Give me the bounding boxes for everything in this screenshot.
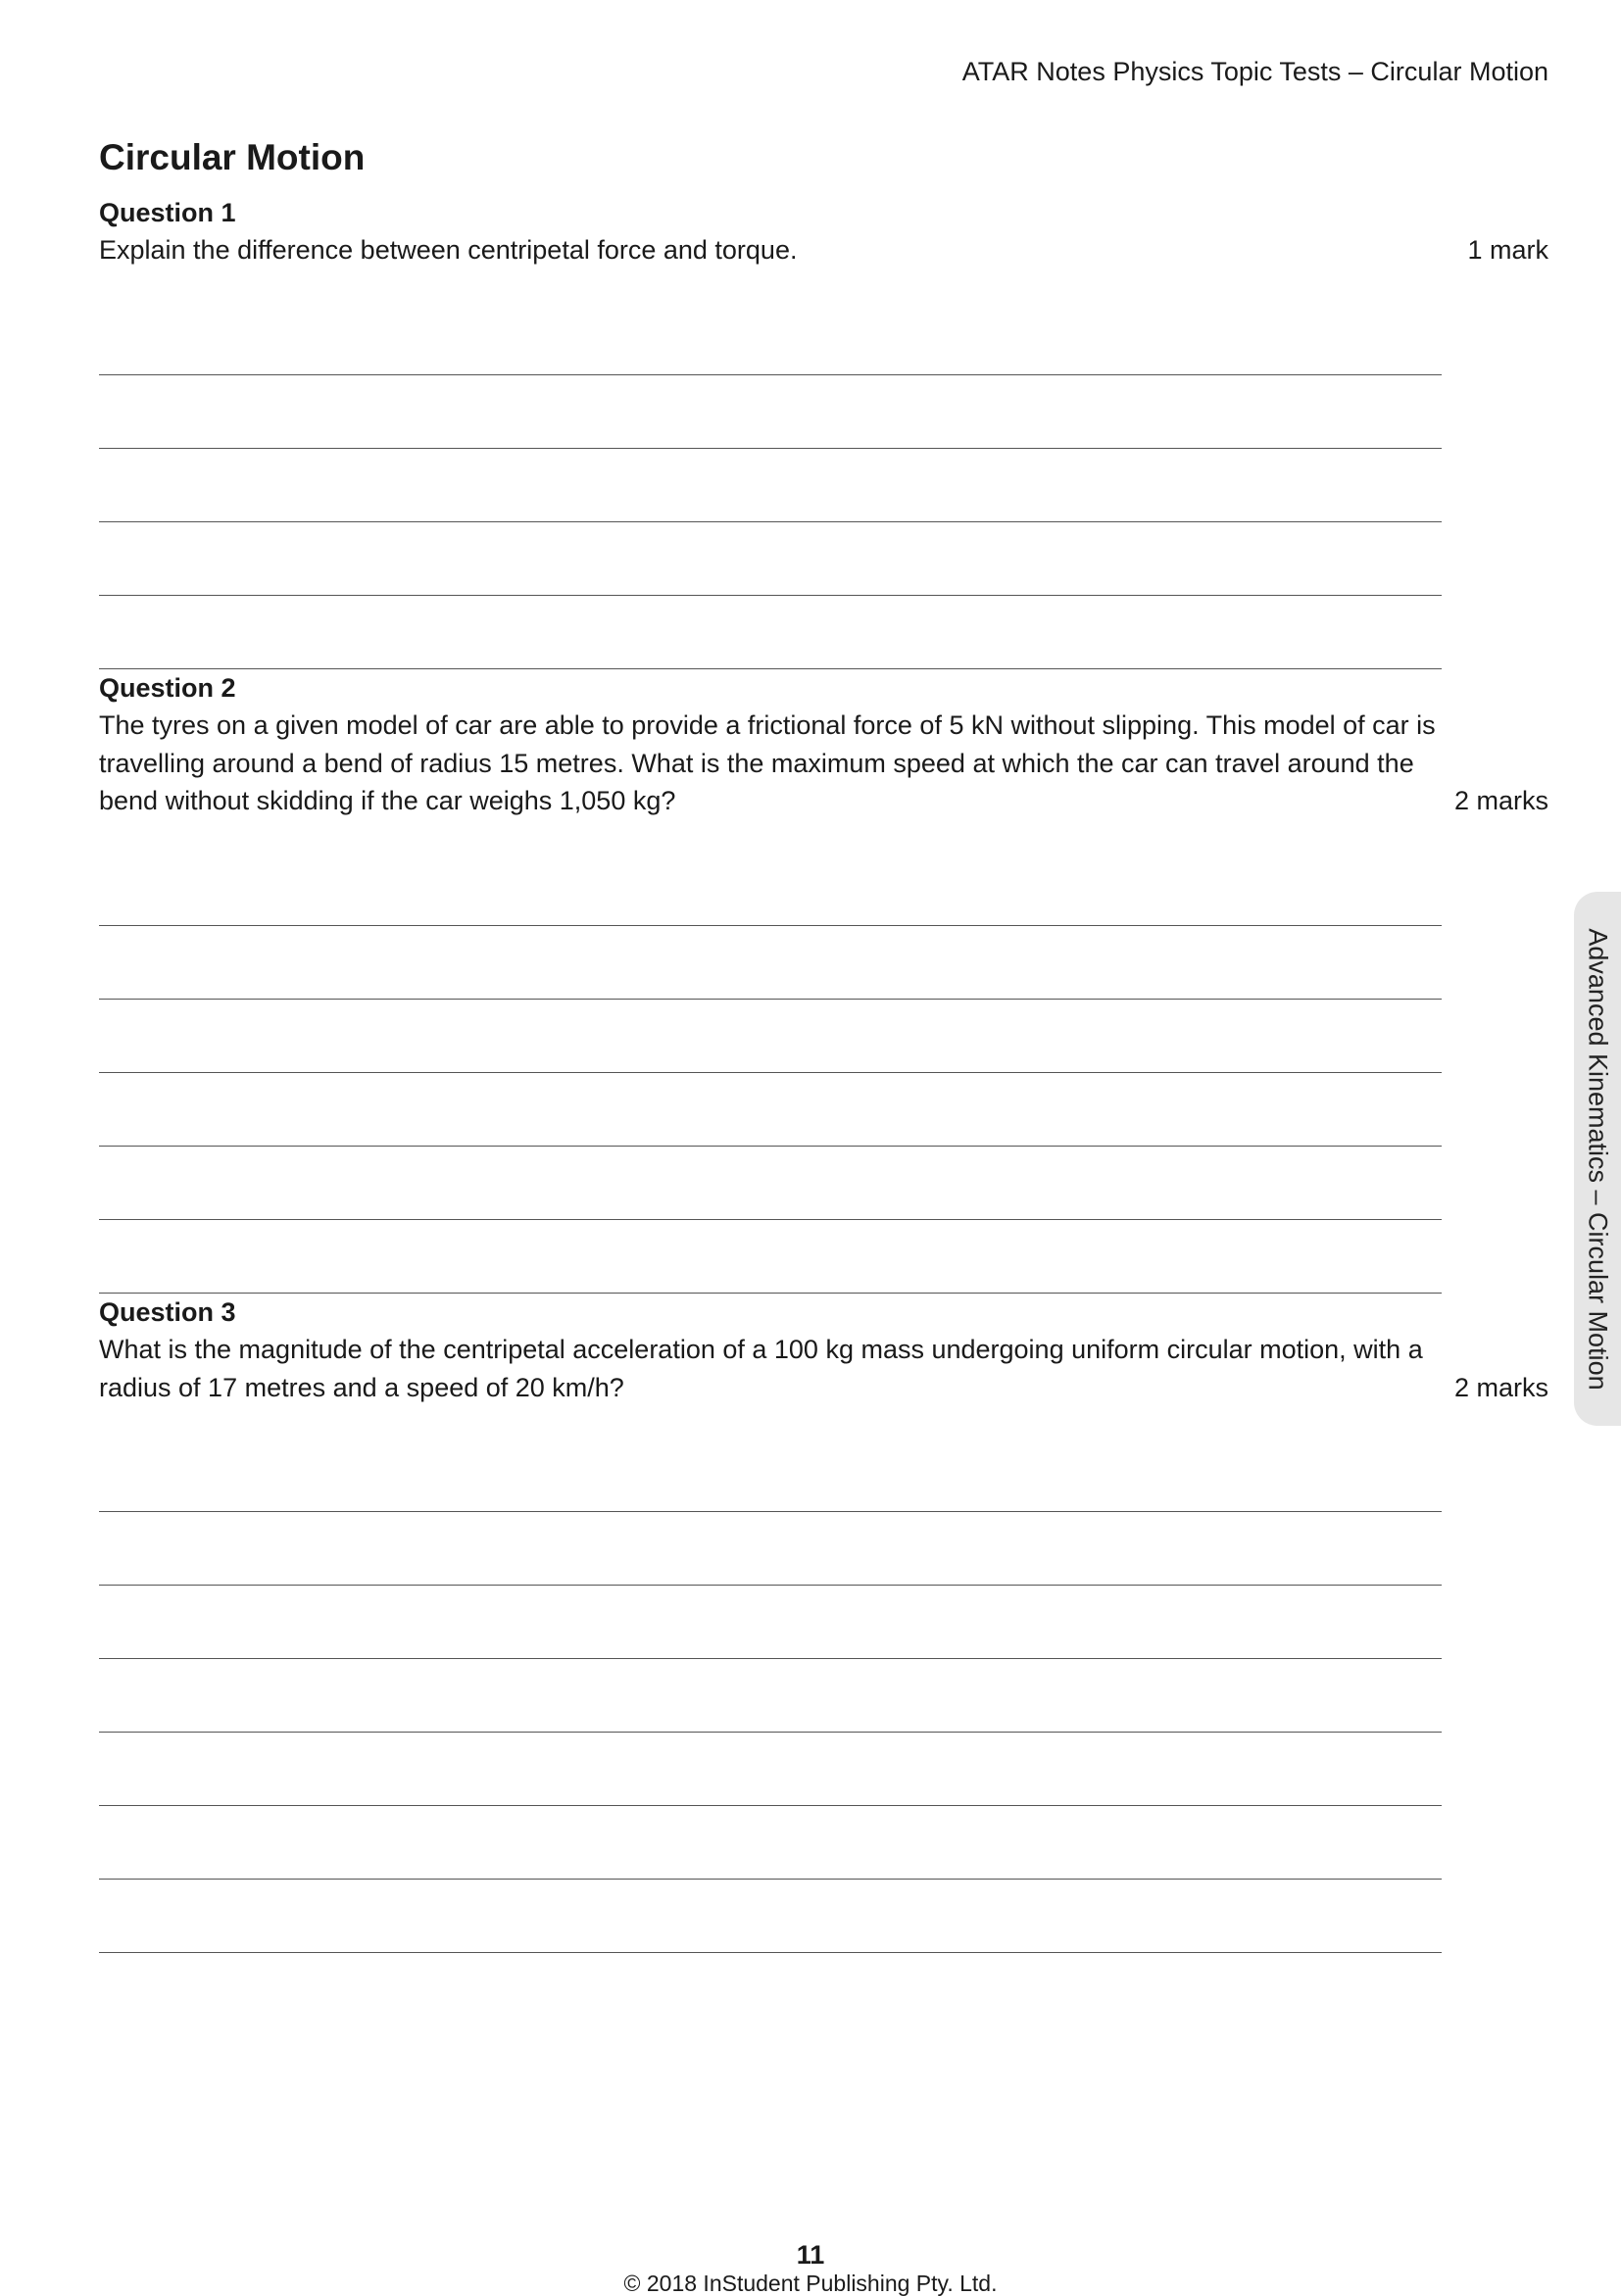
answer-line[interactable] <box>99 1000 1442 1073</box>
question-text-row <box>99 707 1548 820</box>
side-tab-label: Advanced Kinematics – Circular Motion <box>1583 927 1613 1391</box>
question-heading: Question 1 <box>99 198 236 227</box>
answer-lines[interactable] <box>99 302 1442 669</box>
question-marks: 2 marks <box>1453 1372 1548 1402</box>
question-heading: Question 2 <box>99 673 236 703</box>
answer-line[interactable] <box>99 1439 1442 1512</box>
question-text: Explain the difference between centripetal force and torque. <box>99 235 798 265</box>
question-2 <box>99 669 1548 1294</box>
question-marks: 1 mark <box>1467 235 1548 265</box>
answer-line[interactable] <box>99 1880 1442 1953</box>
section-title: Circular Motion <box>99 137 366 177</box>
answer-line[interactable] <box>99 1586 1442 1659</box>
answer-line[interactable] <box>99 1147 1442 1220</box>
answer-line[interactable] <box>99 853 1442 926</box>
question-text-row <box>99 231 1548 269</box>
answer-line[interactable] <box>99 522 1442 596</box>
question-heading: Question 3 <box>99 1297 236 1327</box>
question-text: The tyres on a given model of car are able to provide a frictional force of 5 kN without slipping. This model of car is travelling around a bend of radius 15 metres. What is the maximum speed at which the car can travel around the bend without skidding if the car weighs 1,050 kg? <box>99 710 1436 815</box>
answer-line[interactable] <box>99 1806 1442 1880</box>
page-number: 11 <box>796 2240 825 2270</box>
copyright: © 2018 InStudent Publishing Pty. Ltd. <box>623 2271 998 2296</box>
question-3 <box>99 1294 1548 1953</box>
running-header: ATAR Notes Physics Topic Tests – Circular Motion <box>961 57 1548 86</box>
answer-line[interactable] <box>99 1073 1442 1147</box>
answer-line[interactable] <box>99 375 1442 449</box>
answer-line[interactable] <box>99 1220 1442 1294</box>
answer-line[interactable] <box>99 596 1442 669</box>
answer-line[interactable] <box>99 926 1442 1000</box>
question-text: What is the magnitude of the centripetal acceleration of a 100 kg mass undergoing uniform circular motion, with a radius of 17 metres and a speed of 20 km/h? <box>99 1335 1423 1402</box>
answer-line[interactable] <box>99 302 1442 375</box>
question-text-row <box>99 1331 1548 1406</box>
answer-line[interactable] <box>99 1512 1442 1586</box>
question-1 <box>99 194 1548 669</box>
question-marks: 2 marks <box>1453 786 1548 815</box>
answer-line[interactable] <box>99 1733 1442 1806</box>
answer-lines[interactable] <box>99 1439 1442 1953</box>
answer-lines[interactable] <box>99 853 1442 1294</box>
answer-line[interactable] <box>99 449 1442 522</box>
side-tab <box>1574 892 1621 1426</box>
answer-line[interactable] <box>99 1659 1442 1733</box>
